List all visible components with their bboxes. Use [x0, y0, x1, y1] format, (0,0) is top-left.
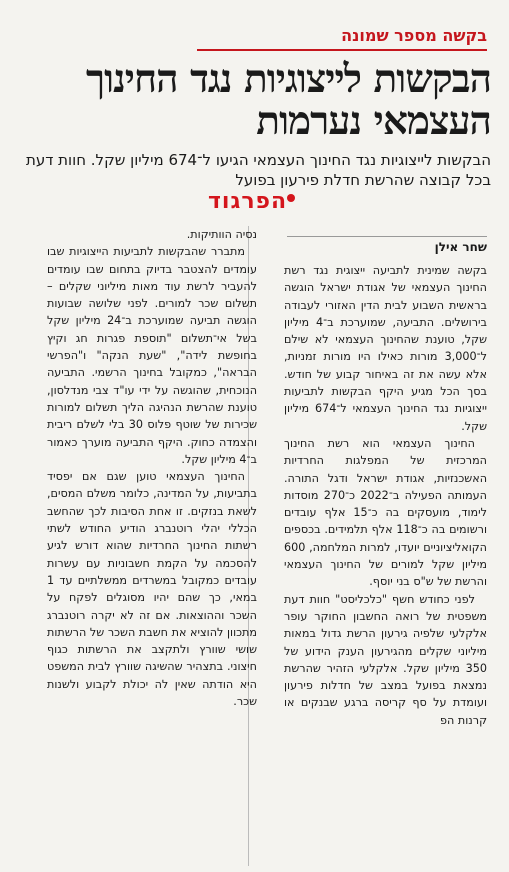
kicker-label: בקשה מספר שמונה	[341, 26, 487, 45]
author-byline: שחר אילן	[287, 236, 487, 255]
paragraph: החינוך העצמאי טוען שגם אם יפסיד בתביעות, על המדינה, כלומר משלם המסים, לשאת בנזקים. זו אחת הסיבות לכך שהחשב הכללי יהלי רוטנברג הודיע החודש לשתי רשתות החינוך החרדיות שהוא דורש לגיע להסכמה על הקמת חשבוניות עם עשרות עובדים כמקובל במשרדים ממשלתיים עד 1 במאי, כך שהם יהיו מסוגלים לפקח על השכר וההוצאות. אם זה לא יקרה רוטנברג מתכוון להוציא את חשבת השכר של הרשתות שושי שוורץ ולתקצב את הרשתות כגוף חיצוני. בתצהיר שהשיגה שוורץ לבית המשפט היא הודתה שאין לה יכולת לקבוע ולשנות שכר.	[47, 470, 257, 709]
paragraph: לפני כחודש חשף "כלכליסט" חוות דעת משפטית של רואה החשבון החוקר עופר אלקלעי שלפיה גירעון הרשת גדול במאות מיליוני שקלים מהגירעון הענק הידוע של 350 מיליון שקל. אלקלעי הזהיר שהרשת נמצאת בפועל במצב של חדלות פירעון ועומדת על סף קריסה ברגע שבנקים או קרנות הפ	[284, 592, 487, 727]
article-column-left	[47, 226, 257, 710]
article-column-right	[284, 262, 487, 729]
logo-dot-icon	[287, 194, 295, 202]
logo-text: הפרגוד	[208, 189, 288, 214]
paragraph: בקשה שמינית לתביעה ייצוגית נגד רשת החינוך העצמאי של אגודת ישראל הוגשה בראשית השבוע לבית הדין האזורי לעבודה בירושלים. התביעה, שמוערכת ב־4 מיליון שקל, טוענת שהחינוך העצמאי לא שילם ל־3,000 מורות כאילו היו מורות זמניות, אלא עשה את זה באיחור קבוע של חודש. בסך הכל מגיע היקף הבקשות לתביעות ייצוגיות נגד החינוך העצמאי ל־674 מיליון שקל.	[284, 264, 487, 433]
hapargod-watermark-logo	[208, 190, 297, 214]
paragraph: החינוך העצמאי הוא רשת החינוך המרכזית של המפלגות החרדיות האשכנזיות, אגודת ישראל ודגל התורה. העמותה הפעילה ב־2022 כ־270 מוסדות לימוד, מועסקים בה כ־15 אלף עובדים ורשומים בה כ־118 אלף תלמידים. בכספים הקואליציוניים יועדו, למרות המלחמה, 600 מיליון שקל למורים של החינוך העצמאי והרשת של ש"ס בני יוסף.	[284, 436, 487, 589]
kicker-bar	[197, 26, 487, 51]
paragraph: נסיה הוותיקות.	[186, 228, 257, 241]
headline: הבקשות לייצוגיות נגד החינוך העצמאי נערמות	[85, 56, 491, 144]
paragraph: מתברר שהבקשות לתביעות הייצוגיות שבו עומדים להצטבר בדיוק בתחום שבו עומדים להעביר לרשת עוד מאות מיליוני שקלים – תשלום שכר למורים. לפני שלושה שבועות הוגשה תביעה שמוערכת ב־24 מיליון שקל בשל אי־תשלום "תוספת פגרות חג וקיץ בחופשת לידה", "שעת הנקה" ו"הפרשי הבראה", כמקובל בחינוך הרשמי. התביעה הנוכחית, שהוגשה על ידי עו"ד צבי מנדלסון, טוענת שהרשת הנהיגה הליך תשלום למורות שכירות של שוטף פלוס 30 בלי לשלם ריבית והצמדה כחוק. היקף התביעה מוערך כאמור ב־4 מיליון שקל.	[47, 245, 258, 466]
subheadline: הבקשות לייצוגיות נגד החינוך העצמאי הגיעו ל־674 מיליון שקל. חוות דעת בכל קבוצה שהרשת חדלת פירעון בפועל	[25, 151, 491, 189]
